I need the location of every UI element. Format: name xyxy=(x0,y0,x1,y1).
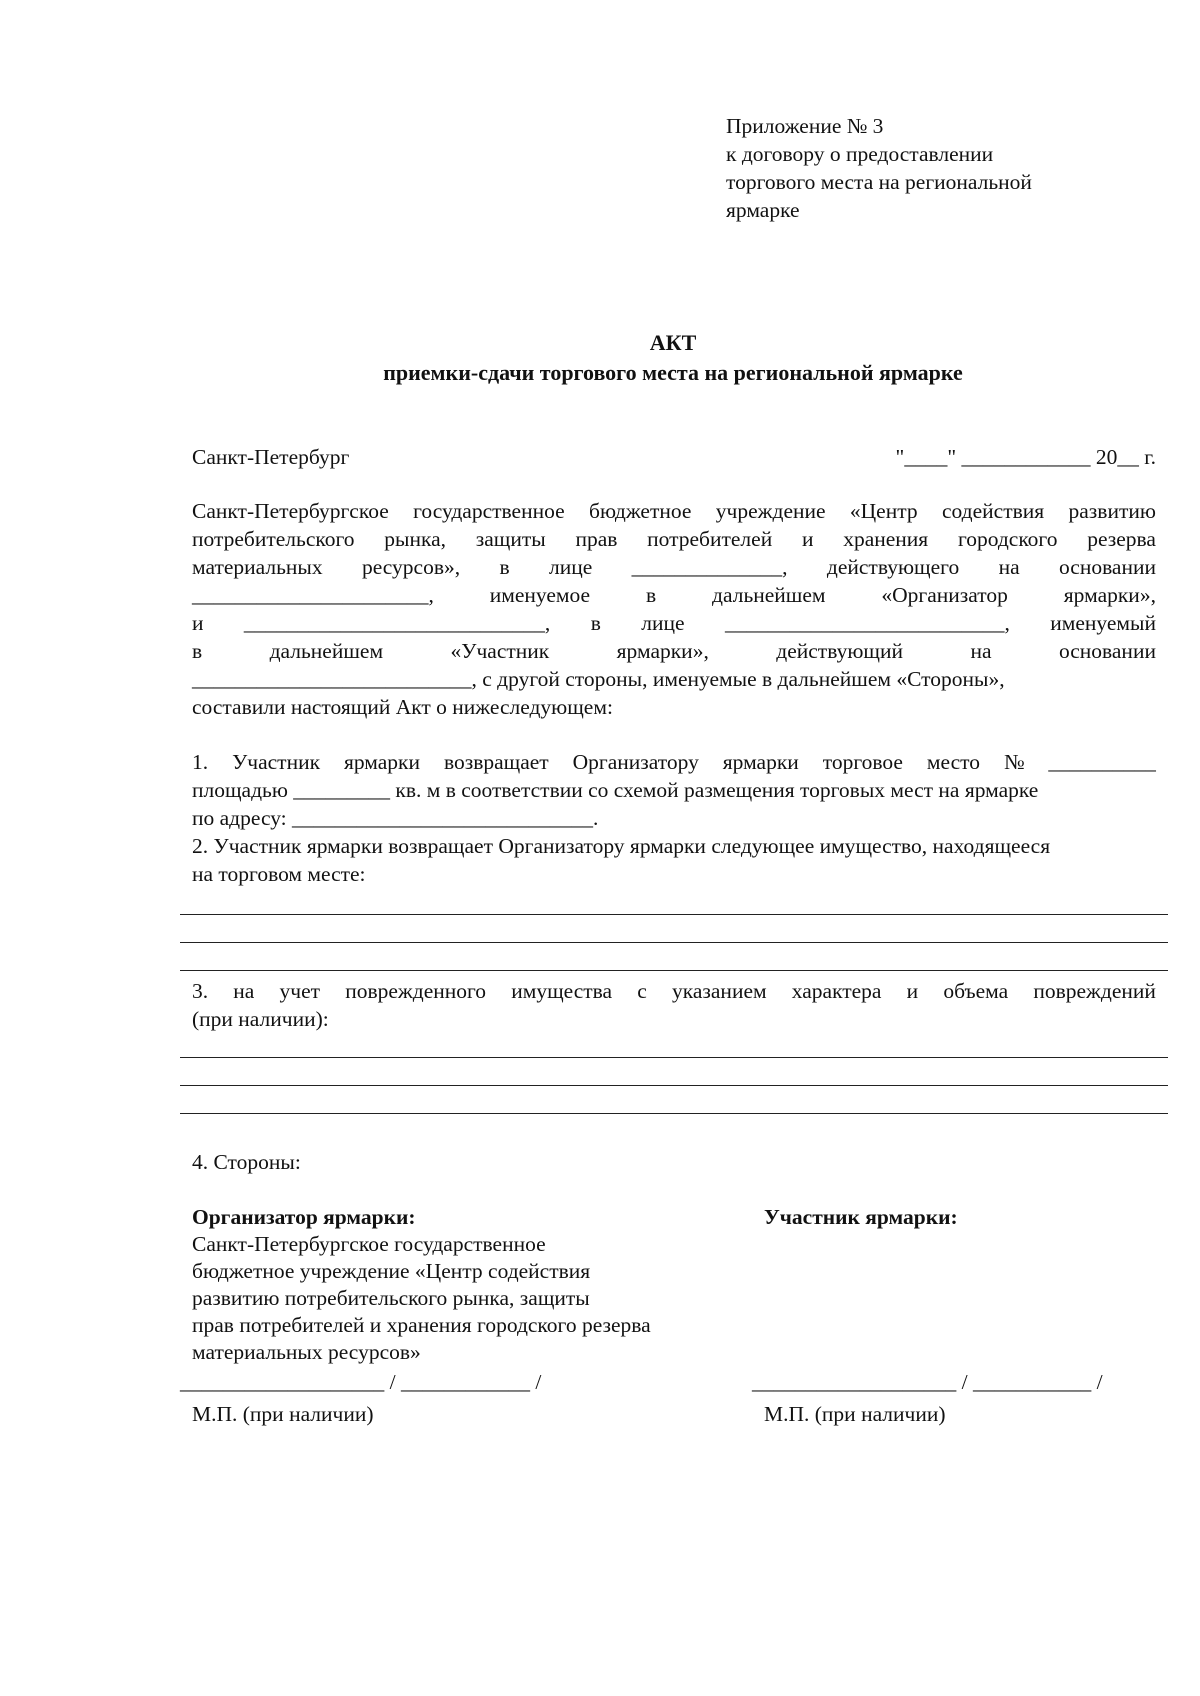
word: учреждение xyxy=(715,499,826,523)
appendix-line: торгового места на региональной xyxy=(726,170,1032,194)
organizer-line: материальных ресурсов» xyxy=(192,1340,421,1364)
word: основании xyxy=(1058,639,1156,663)
word: в xyxy=(192,639,203,663)
item-2-line: на торговом месте: xyxy=(192,862,366,886)
word: «Организатор xyxy=(881,583,1008,607)
word: ярмарки xyxy=(343,750,421,774)
word: указанием xyxy=(671,979,767,1003)
word: прав xyxy=(575,527,618,551)
word: «Участник xyxy=(450,639,550,663)
title-line: АКТ xyxy=(649,330,697,355)
organizer-signature-line: ___________________ / ____________ / xyxy=(180,1370,542,1394)
word: на xyxy=(970,639,992,663)
word: в xyxy=(499,555,510,579)
appendix-note xyxy=(726,112,1146,224)
word: 3. xyxy=(192,979,209,1003)
word: характера xyxy=(791,979,882,1003)
word: __________________________, xyxy=(724,611,1010,635)
word: имущества xyxy=(511,979,613,1003)
word: торговое xyxy=(822,750,903,774)
document-title xyxy=(0,328,1200,388)
word: ярмарки», xyxy=(616,639,709,663)
preamble-line xyxy=(192,637,1156,665)
word: № xyxy=(1003,750,1025,774)
preamble-line xyxy=(192,609,1156,637)
word: с xyxy=(637,979,647,1003)
city: Санкт-Петербург xyxy=(192,445,350,469)
organizer-heading: Организатор ярмарки: xyxy=(192,1205,416,1229)
organizer-line: Санкт-Петербургское государственное xyxy=(192,1232,546,1256)
word: в xyxy=(590,611,601,635)
word: материальных xyxy=(192,555,323,579)
preamble-line xyxy=(192,497,1156,525)
preamble-line: составили настоящий Акт о нижеследующем: xyxy=(192,695,613,719)
organizer-line: бюджетное учреждение «Центр содействия xyxy=(192,1259,591,1283)
word: именуемый xyxy=(1050,611,1156,635)
fill-in-line xyxy=(180,1085,1168,1086)
preamble-line xyxy=(192,553,1156,581)
word: Организатору xyxy=(572,750,699,774)
word: объема xyxy=(943,979,1009,1003)
word: и xyxy=(192,611,204,635)
item-4-label: 4. Стороны: xyxy=(192,1150,301,1174)
word: основании xyxy=(1058,555,1156,579)
item-1-line xyxy=(192,748,1156,776)
word: лице xyxy=(549,555,593,579)
preamble-line xyxy=(192,581,1156,609)
fill-in-line xyxy=(180,1057,1168,1058)
word: «Центр xyxy=(849,499,918,523)
word: городского xyxy=(957,527,1058,551)
word: Участник xyxy=(232,750,321,774)
word: учет xyxy=(279,979,321,1003)
word: поврежденного xyxy=(345,979,487,1003)
preamble-line xyxy=(192,525,1156,553)
subtitle-line: приемки-сдачи торгового места на региональной ярмарке xyxy=(383,360,963,385)
appendix-line: ярмарке xyxy=(726,198,800,222)
word: на xyxy=(998,555,1020,579)
word: на xyxy=(233,979,255,1003)
word: ______________________, xyxy=(192,583,434,607)
place-date-line xyxy=(192,442,1156,472)
word: и xyxy=(906,979,919,1003)
word: действующий xyxy=(776,639,903,663)
word: возвращает xyxy=(443,750,549,774)
word: государственное xyxy=(413,499,565,523)
word: хранения xyxy=(843,527,929,551)
organizer-stamp-label: М.П. (при наличии) xyxy=(192,1402,374,1426)
participant-heading: Участник ярмарки: xyxy=(764,1205,958,1229)
fill-in-line xyxy=(180,914,1168,915)
participant-signature-line: ___________________ / ___________ / xyxy=(752,1370,1103,1394)
fill-in-line xyxy=(180,1113,1168,1114)
fill-in-line xyxy=(180,970,1168,971)
word: и xyxy=(801,527,814,551)
word: повреждений xyxy=(1033,979,1156,1003)
word: ярмарки xyxy=(722,750,799,774)
word: именуемое xyxy=(489,583,591,607)
item-3-line: (при наличии): xyxy=(192,1007,329,1031)
preamble-line: __________________________, с другой стороны, именуемые в дальнейшем «Стороны», xyxy=(192,667,1005,691)
organizer-details xyxy=(192,1231,752,1366)
word: ярмарки», xyxy=(1063,583,1156,607)
word: дальнейшем xyxy=(269,639,384,663)
word: потребительского xyxy=(192,527,355,551)
appendix-line: Приложение № 3 xyxy=(726,114,884,138)
word: в xyxy=(646,583,657,607)
word: защиты xyxy=(475,527,546,551)
word: бюджетное xyxy=(589,499,692,523)
word: развитию xyxy=(1068,499,1156,523)
word: лице xyxy=(641,611,685,635)
word: содействия xyxy=(942,499,1045,523)
word: 1. xyxy=(192,750,209,774)
word: резерва xyxy=(1087,527,1156,551)
word: __________ xyxy=(1048,750,1156,774)
organizer-line: прав потребителей и хранения городского резерва xyxy=(192,1313,651,1337)
word: Санкт-Петербургское xyxy=(192,499,389,523)
item-2-line: 2. Участник ярмарки возвращает Организатору ярмарки следующее имущество, находящееся xyxy=(192,834,1051,858)
word: ______________, xyxy=(631,555,788,579)
date-field: "____" ____________ 20__ г. xyxy=(895,445,1156,469)
word: действующего xyxy=(826,555,960,579)
fill-in-line xyxy=(180,942,1168,943)
word: дальнейшем xyxy=(712,583,826,607)
word: рынка, xyxy=(384,527,447,551)
item-3-line xyxy=(192,977,1156,1005)
word: ____________________________, xyxy=(243,611,551,635)
item-1-line: по адресу: ____________________________. xyxy=(192,806,599,830)
word: ресурсов», xyxy=(361,555,461,579)
organizer-line: развитию потребительского рынка, защиты xyxy=(192,1286,590,1310)
item-1-line: площадью _________ кв. м в соответствии со схемой размещения торговых мест на ярмарке xyxy=(192,778,1039,802)
appendix-line: к договору о предоставлении xyxy=(726,142,994,166)
word: место xyxy=(926,750,980,774)
participant-stamp-label: М.П. (при наличии) xyxy=(764,1402,946,1426)
word: потребителей xyxy=(647,527,773,551)
